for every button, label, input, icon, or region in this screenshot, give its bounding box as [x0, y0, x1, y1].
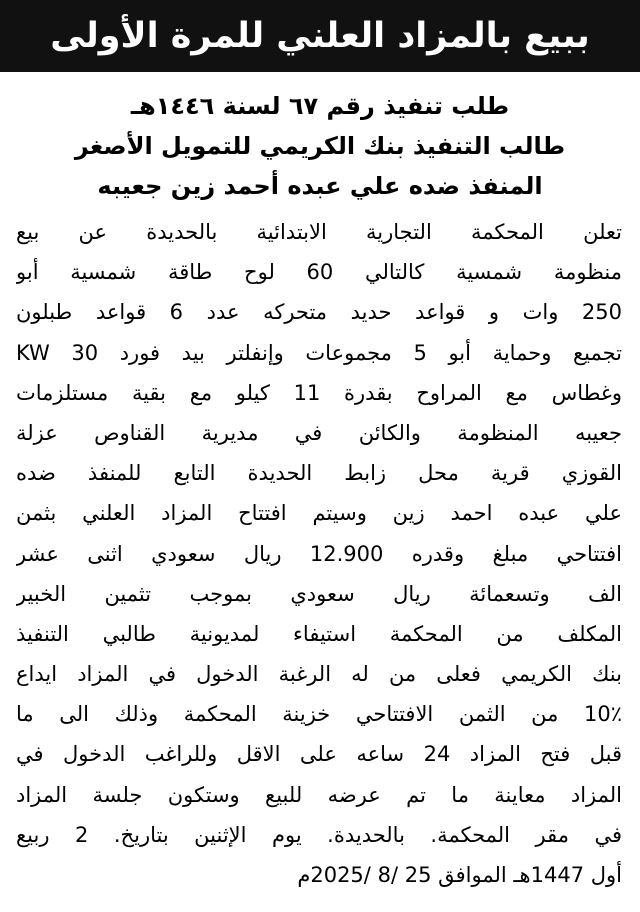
body-line: علي عبده احمد زين وسيتم افتتاح المزاد العلني بثمن [16, 501, 622, 526]
body-line: المزاد معاينة ما تم عرضه للبيع وستكون جلسة المزاد [16, 782, 622, 807]
body-line: بنك الكريمي فعلى من له الرغبة الدخول في المزاد ايداع [16, 662, 622, 687]
banner-title: ببيع بالمزاد العلني للمرة الأولى [50, 16, 590, 56]
case-number-heading: طلب تنفيذ رقم ٦٧ لسنة ١٤٤٦هـ [130, 92, 510, 120]
body-line: 250 وات و قواعد حديد متحركه عدد 6 قواعد طبلون [16, 300, 622, 325]
applicant-heading: طالب التنفيذ بنك الكريمي للتمويل الأصغر [74, 132, 566, 160]
body-line: المكلف من المحكمة استيفاء لمديونية طالبي التنفيذ [16, 621, 622, 646]
case-headings [10, 86, 630, 206]
body-line: وغطاس مع المراوح بقدرة 11 كيلو مع بقية مستلزمات [16, 380, 622, 405]
body-line: في مقر المحكمة. بالحديدة. يوم الإثنين بتاريخ. 2 ربيع [16, 822, 622, 847]
body-line: الف وتسعمائة ريال سعودي بموجب تثمين الخبير [16, 581, 622, 606]
notice-body [10, 212, 630, 895]
respondent-heading: المنفذ ضده علي عبده أحمد زين جعيبه [97, 172, 543, 200]
notice-banner [0, 0, 640, 72]
body-line: منظومة شمسية كالتالي 60 لوح طاقة شمسية أبو [16, 260, 622, 285]
body-line: القوزي قرية محل زابط الحديدة التابع للمنفذ ضده [16, 461, 622, 486]
body-line: 10٪ من الثمن الافتتاحي خزينة المحكمة وذلك الى ما [16, 702, 622, 727]
body-line-date: أول 1447هـ الموافق 25 /8 /2025م [297, 863, 622, 887]
body-line: جعيبه المنظومة والكائن في مديرية القناوص عزلة [16, 420, 622, 445]
body-line: تجميع وحماية أبو 5 مجموعات وإنفلتر بيد فورد KW 30 [16, 340, 622, 365]
body-line: افتتاحي مبلغ وقدره 12.900 ريال سعودي اثنى عشر [16, 541, 622, 566]
body-line: قبل فتح المزاد 24 ساعه على الاقل وللراغب الدخول في [16, 742, 622, 767]
body-line: تعلن المحكمة التجارية الابتدائية بالحديدة عن بيع [16, 220, 622, 244]
